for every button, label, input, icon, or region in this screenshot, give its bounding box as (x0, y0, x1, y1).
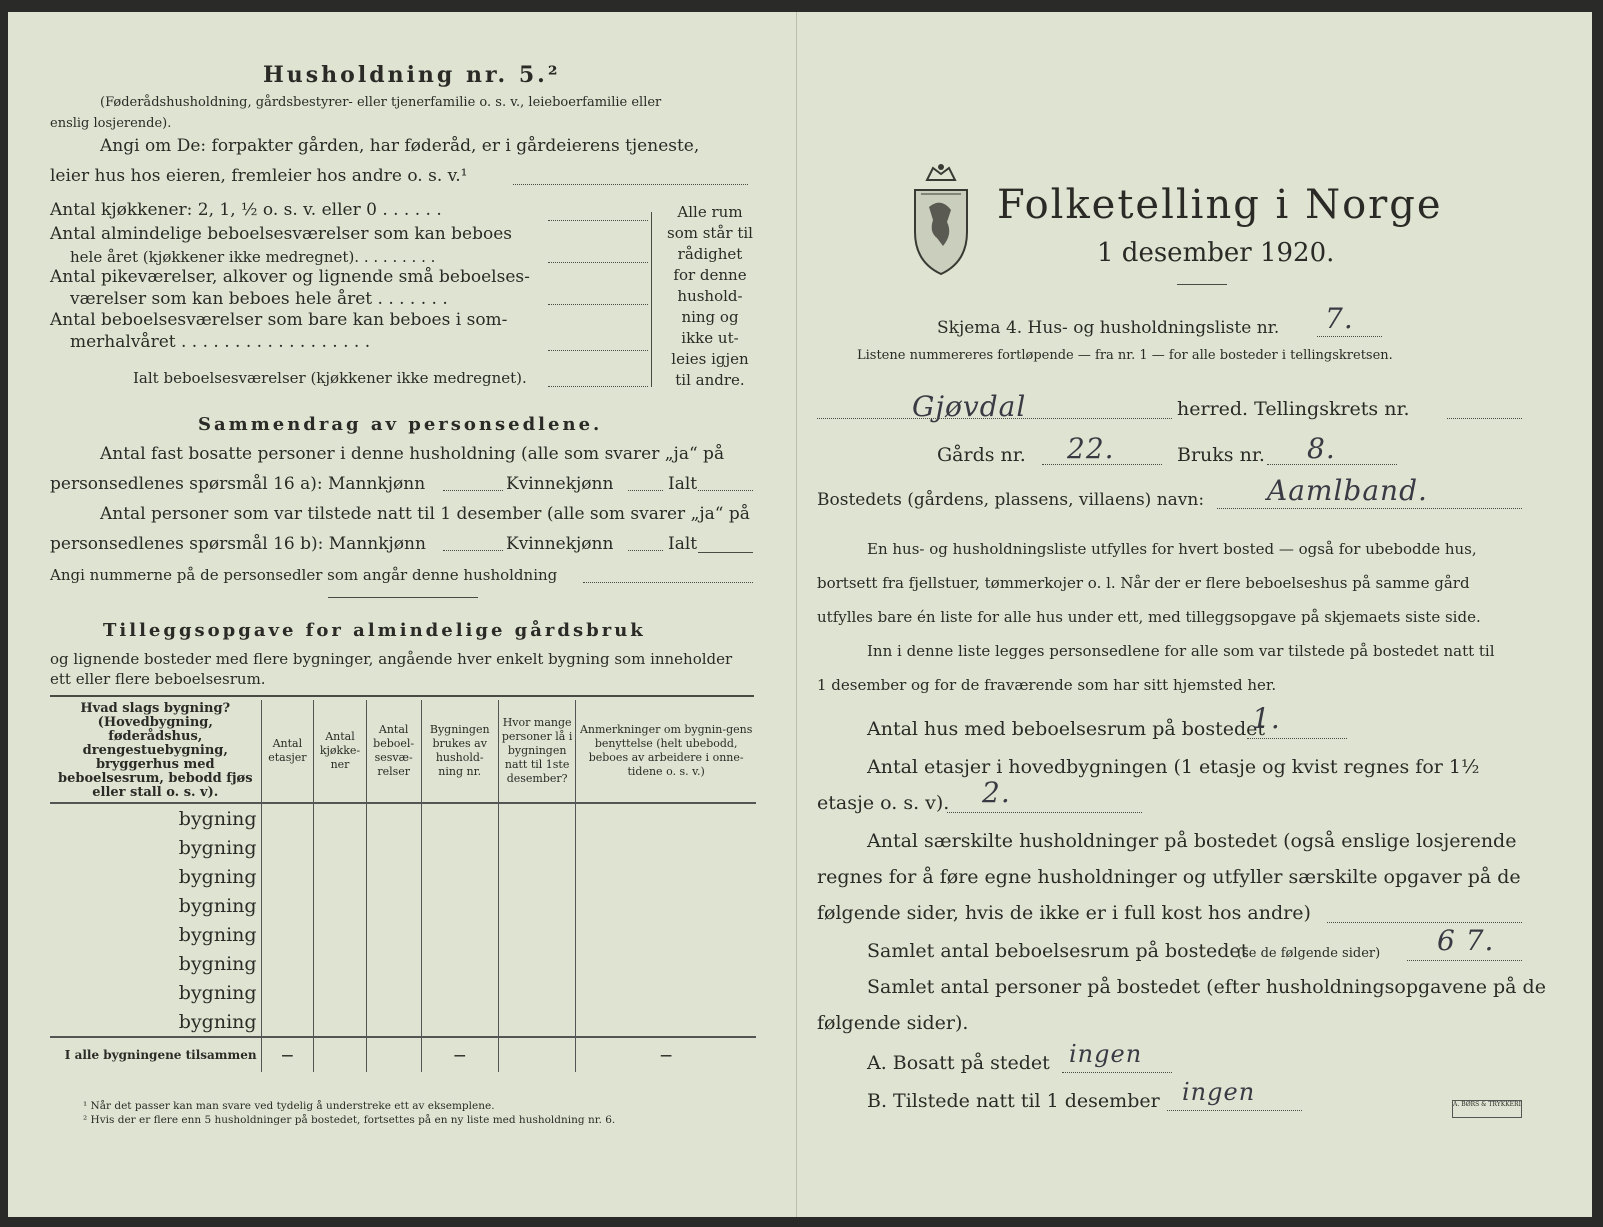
herred-value: Gjøvdal (912, 390, 1027, 423)
rooms-note-line: til andre. (675, 371, 745, 389)
cell (498, 978, 575, 1007)
cell (498, 920, 575, 949)
gards-label: Gårds nr. (937, 444, 1026, 466)
cell (261, 949, 314, 978)
cell (261, 891, 314, 920)
table-row (50, 891, 756, 920)
cell (366, 949, 421, 978)
angi-line2: leier hus hos eieren, fremleier hos andre o. s. v.¹ (50, 166, 468, 186)
hus-value: 1. (1252, 702, 1281, 735)
printer-stamp: A. BØRS & TRYKKERI (1452, 1100, 1522, 1118)
hus-fill (1247, 738, 1347, 739)
cell (498, 949, 575, 978)
table-row (50, 803, 756, 833)
cell (576, 862, 756, 891)
col-header-type (50, 700, 261, 803)
row-label: bygning (50, 1007, 261, 1037)
instr-line1: En hus- og husholdningsliste utfylles for hvert bosted — også for ubebodde hus, (867, 540, 1477, 558)
footnote-1: ¹ Når det passer kan man svare ved tydelig å understreke ett av eksemplene. (83, 1100, 495, 1112)
main-title: Folketelling i Norge (997, 182, 1443, 228)
tillegg-title: Tilleggsopgave for almindelige gårdsbruk (103, 620, 646, 641)
cell (314, 862, 367, 891)
cell (576, 1007, 756, 1037)
table-total-row (50, 1037, 756, 1072)
row-label: bygning (50, 949, 261, 978)
rooms-note-line: som står til (667, 224, 753, 242)
table-row (50, 949, 756, 978)
hus-label: Antal hus med beboelsesrum på bostedet (867, 718, 1266, 740)
skjema-label: Skjema 4. Hus- og husholdningsliste nr. (937, 318, 1280, 338)
cell (421, 1007, 498, 1037)
cell (314, 978, 367, 1007)
cell (421, 862, 498, 891)
cell (576, 833, 756, 862)
sammendrag-line2: personsedlenes spørsmål 16 a): Mannkjønn (50, 474, 426, 494)
bosatt-label: A. Bosatt på stedet (867, 1052, 1050, 1074)
cell (261, 920, 314, 949)
row-label: bygning (50, 833, 261, 862)
tillegg-line2: ett eller flere beboelsesrum. (50, 670, 266, 688)
samlet-rum-note: (se de følgende sider) (1237, 946, 1381, 961)
cell (498, 862, 575, 891)
tilstede-fill (1167, 1110, 1302, 1111)
sammendrag-line3: Antal personer som var tilstede natt til 1 desember (alle som svarer „ja“ på (100, 504, 750, 524)
ialt-label-2: Ialt (668, 534, 698, 554)
skjema-value: 7. (1325, 302, 1354, 335)
bruks-fill (1267, 464, 1397, 465)
skjema-fill (1317, 336, 1382, 337)
instr-line2: bortsett fra fjellstuer, tømmerkojer o. l. Når der er flere beboelseshus på samme gård (817, 574, 1470, 592)
rooms-line1: Antal kjøkkener: 2, 1, ½ o. s. v. eller 0 . . . . . . (50, 200, 442, 220)
cell (498, 891, 575, 920)
col-header-personer: Hvor mange personer lå i bygningen natt til 1ste desember? (498, 700, 575, 803)
title-divider (1177, 284, 1227, 285)
row-label: bygning (50, 978, 261, 1007)
bosatt-fill (1062, 1072, 1172, 1073)
rooms-note-line: Alle rum (677, 203, 743, 221)
samlet-rum-value: 6 7. (1437, 924, 1495, 957)
instr-line5: 1 desember og for de fraværende som har sitt hjemsted her. (817, 676, 1277, 694)
saerskilte-fill (1327, 922, 1522, 923)
saerskilte-line3: følgende sider, hvis de ikke er i full kost hos andre) (817, 902, 1311, 924)
kvinne-label-2: Kvinnekjønn (506, 534, 614, 554)
coat-of-arms-icon (907, 162, 975, 277)
cell (576, 803, 756, 833)
table-top-rule (50, 695, 754, 697)
cell (261, 978, 314, 1007)
angi-fill-line (513, 184, 748, 185)
cell (366, 978, 421, 1007)
samlet-rum-label: Samlet antal beboelsesrum på bostedet (867, 940, 1249, 962)
cell (498, 833, 575, 862)
cell (576, 978, 756, 1007)
listene-note: Listene nummereres fortløpende — fra nr. 1 — for alle bosteder i tellingskretsen. (857, 348, 1393, 363)
sammendrag-title: Sammendrag av personsedlene. (198, 414, 603, 435)
tillegg-line1: og lignende bosteder med flere bygninger, angående hver enkelt bygning som inneholder (50, 650, 733, 668)
bosted-label: Bostedets (gårdens, plassens, villaens) navn: (817, 490, 1205, 510)
rooms-note-line: ikke ut- (681, 329, 739, 347)
subnote-line2: enslig losjerende). (50, 116, 172, 131)
col-header-kjokkener: Antal kjøkke-ner (314, 700, 367, 803)
kvinne-label-1: Kvinnekjønn (506, 474, 614, 494)
rooms-line7: merhalvåret . . . . . . . . . . . . . . . . . . (70, 332, 371, 352)
rooms-line4: Antal pikeværelser, alkover og lignende små beboelses- (50, 267, 530, 287)
kvinne-fill-2 (628, 550, 663, 551)
table-row (50, 862, 756, 891)
sammendrag-line1: Antal fast bosatte personer i denne husholdning (alle som svarer „ja“ på (100, 444, 725, 464)
section-divider (328, 597, 478, 598)
cell (261, 803, 314, 833)
kvinne-fill-1 (628, 490, 663, 491)
samlet-rum-fill (1407, 960, 1522, 961)
ialt-fill-2 (698, 552, 753, 553)
bosted-fill (1217, 508, 1522, 509)
col-header-vaerelser: Antal beboel-sesvæ-relser (366, 700, 421, 803)
cell (261, 833, 314, 862)
cell (366, 891, 421, 920)
etasjer-line1: Antal etasjer i hovedbygningen (1 etasje og kvist regnes for 1½ (867, 756, 1480, 778)
mann-fill-2 (443, 550, 503, 551)
cell (421, 803, 498, 833)
col-header-anmerkninger: Anmerkninger om bygnin-gens benyttelse (helt ubebodd, beboes av arbeidere i onne-tidene o. s. v.) (576, 700, 756, 803)
cell (314, 833, 367, 862)
ialt-label: Ialt beboelsesværelser (kjøkkener ikke medregnet). (133, 369, 527, 387)
table-row (50, 1007, 756, 1037)
etasjer-fill (947, 812, 1142, 813)
cell (576, 891, 756, 920)
rooms-note-line: ning og (681, 308, 739, 326)
total-kjokkener (314, 1037, 367, 1072)
mann-fill-1 (443, 490, 503, 491)
nummerne-line: Angi nummerne på de personsedler som angår denne husholdning (50, 566, 558, 584)
cell (421, 978, 498, 1007)
saerskilte-line2: regnes for å føre egne husholdninger og utfyller særskilte opgaver på de (817, 866, 1521, 888)
cell (421, 949, 498, 978)
saerskilte-line1: Antal særskilte husholdninger på bostedet (også enslige losjerende (867, 830, 1517, 852)
row-label: bygning (50, 803, 261, 833)
samlet-pers-line1: Samlet antal personer på bostedet (efter husholdningsopgavene på de (867, 976, 1546, 998)
tilstede-label: B. Tilstede natt til 1 desember (867, 1090, 1160, 1112)
herred-label: herred. Tellingskrets nr. (1177, 398, 1410, 420)
ialt-fill (548, 386, 648, 387)
total-husholdning: — (421, 1037, 498, 1072)
gards-fill (1042, 464, 1162, 465)
rooms-fill-3 (548, 304, 648, 305)
row-label: bygning (50, 862, 261, 891)
total-vaerelser (366, 1037, 421, 1072)
col-header-etasjer: Antal etasjer (261, 700, 314, 803)
samlet-pers-line2: følgende sider). (817, 1012, 969, 1034)
subnote-line1: (Føderådshusholdning, gårdsbestyrer- eller tjenerfamilie o. s. v., leieboerfamilie eller (100, 95, 662, 110)
cell (314, 920, 367, 949)
cell (366, 862, 421, 891)
left-page (8, 12, 797, 1217)
table-row (50, 920, 756, 949)
rooms-line2: Antal almindelige beboelsesværelser som kan beboes (50, 224, 512, 244)
footnote-2: ² Hvis der er flere enn 5 husholdninger på bostedet, fortsettes på en ny liste med husholdning nr. 6. (83, 1114, 616, 1126)
bruks-value: 8. (1307, 432, 1336, 465)
row-label: bygning (50, 920, 261, 949)
rooms-line3: hele året (kjøkkener ikke medregnet). . . . . . . . . (70, 248, 436, 266)
rooms-note-line: rådighet (677, 245, 743, 263)
cell (366, 920, 421, 949)
rooms-note-line: leies igjen (671, 350, 749, 368)
rooms-line5: værelser som kan beboes hele året . . . . . . . (70, 289, 448, 309)
total-personer (498, 1037, 575, 1072)
angi-line1: Angi om De: forpakter gården, har føderåd, er i gårdeierens tjeneste, (100, 136, 700, 156)
cell (261, 862, 314, 891)
cell (314, 949, 367, 978)
rooms-line6: Antal beboelsesværelser som bare kan beboes i som- (50, 310, 508, 330)
ialt-label-1: Ialt (668, 474, 698, 494)
cell (314, 1007, 367, 1037)
rooms-note (664, 202, 756, 391)
sammendrag-line4: personsedlenes spørsmål 16 b): Mannkjønn (50, 534, 426, 554)
bosted-value: Aamlband. (1267, 474, 1428, 507)
right-page (797, 12, 1592, 1217)
cell (421, 833, 498, 862)
cell (261, 1007, 314, 1037)
rooms-fill-4 (548, 350, 648, 351)
rooms-bracket (651, 212, 654, 387)
tilstede-value: ingen (1182, 1078, 1256, 1106)
bosatt-value: ingen (1069, 1040, 1143, 1068)
etasjer-value: 2. (982, 776, 1011, 809)
ialt-fill-1 (698, 490, 753, 491)
table-row (50, 978, 756, 1007)
cell (314, 891, 367, 920)
cell (366, 803, 421, 833)
cell (366, 1007, 421, 1037)
cell (498, 803, 575, 833)
instr-line3: utfylles bare én liste for alle hus under ett, med tilleggsopgave på skjemaets siste side. (817, 608, 1481, 626)
herred-fill (817, 418, 1172, 419)
nummerne-fill (583, 582, 753, 583)
total-anmerkninger: — (576, 1037, 756, 1072)
rooms-note-line: for denne (673, 266, 747, 284)
row-label: bygning (50, 891, 261, 920)
rooms-fill-1 (548, 220, 648, 221)
table-header-row (50, 700, 756, 803)
cell (498, 1007, 575, 1037)
household-heading: Husholdning nr. 5.² (263, 62, 561, 88)
cell (314, 803, 367, 833)
krets-fill (1447, 418, 1522, 419)
cell (421, 920, 498, 949)
rooms-fill-2 (548, 262, 648, 263)
instr-line4: Inn i denne liste legges personsedlene for alle som var tilstede på bostedet natt til (867, 642, 1495, 660)
cell (576, 949, 756, 978)
gards-value: 22. (1067, 432, 1115, 465)
col-header-type-text: Hvad slags bygning? (Hovedbygning, føderådshus, drengestuebygning, bryggerhus med beboelsesrum, bebodd fjøs eller stall o. s. v). (58, 701, 253, 800)
total-etasjer: — (261, 1037, 314, 1072)
cell (366, 833, 421, 862)
buildings-table (50, 700, 756, 1072)
census-date: 1 desember 1920. (1097, 238, 1335, 268)
bruks-label: Bruks nr. (1177, 444, 1265, 466)
col-header-husholdning: Bygningen brukes av hushold-ning nr. (421, 700, 498, 803)
table-row (50, 833, 756, 862)
etasjer-line2: etasje o. s. v). (817, 792, 950, 814)
total-label: I alle bygningene tilsammen (50, 1037, 261, 1072)
cell (421, 891, 498, 920)
cell (576, 920, 756, 949)
rooms-note-line: hushold- (677, 287, 743, 305)
